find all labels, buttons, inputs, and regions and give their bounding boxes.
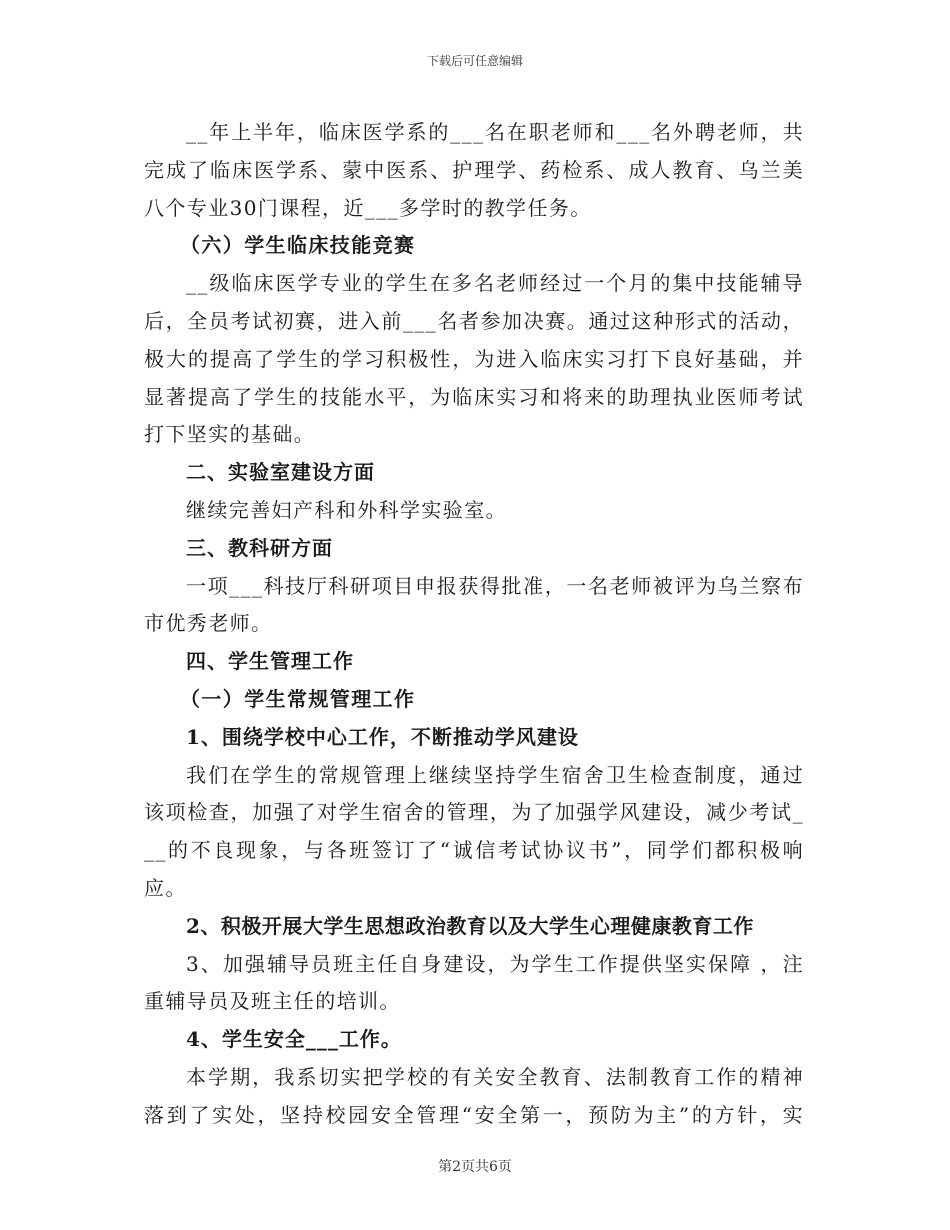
section-heading: （六）学生临床技能竞赛 [180,233,416,258]
paragraph-line: 落到了实处，坚持校园安全管理“安全第一，预防为主”的方针，实 [144,1102,804,1127]
paragraph-line: 我们在学生的常规管理上继续坚持学生宿舍卫生检查制度，通过 [186,762,804,787]
document-body [144,114,804,1135]
paragraph-line: 该项检查，加强了对学生宿舍的管理，为了加强学风建设，减少考试_ [144,800,804,825]
paragraph-line: 极大的提高了学生的学习积极性，为进入临床实习打下良好基础，并 [144,346,804,371]
paragraph-line: 后，全员考试初赛，进入前___名者参加决赛。通过这种形式的活动， [144,308,804,333]
paragraph-line: 显著提高了学生的技能水平，为临床实习和将来的助理执业医师考试 [144,384,804,409]
paragraph-line: 一项___科技厅科研项目申报获得批准，一名老师被评为乌兰察布 [186,573,804,598]
section-heading: 三、教科研方面 [186,535,333,560]
section-heading: 四、学生管理工作 [186,649,354,674]
section-heading: 4、学生安全___工作。 [186,1027,402,1052]
paragraph-line: __年上半年，临床医学系的___名在职老师和___名外聘老师，共 [186,120,804,144]
page-footer: 第2页共6页 [438,1159,512,1175]
paragraph-line: 本学期，我系切实把学校的有关安全教育、法制教育工作的精神 [186,1064,804,1089]
paragraph-line: 打下坚实的基础。 [144,422,316,447]
page-header: 下载后可任意编辑 [426,54,523,68]
paragraph-line: 重辅导员及班主任的培训。 [144,989,401,1014]
paragraph-line: 完成了临床医学系、蒙中医系、护理学、药检系、成人教育、乌兰美 [144,157,804,182]
paragraph-line: 继续完善妇产科和外科学实验室。 [186,497,507,522]
section-heading: 二、实验室建设方面 [186,460,375,485]
section-heading: 2、积极开展大学生思想政治教育以及大学生心理健康教育工作 [186,913,754,938]
paragraph-line: 市优秀老师。 [144,611,273,636]
paragraph-line: 八个专业30门课程，近___多学时的教学任务。 [144,195,592,220]
section-heading: （一）学生常规管理工作 [180,686,416,711]
paragraph-line: __级临床医学专业的学生在多名老师经过一个月的集中技能辅导 [186,271,804,296]
paragraph-line: 3、加强辅导员班主任自身建设，为学生工作提供坚实保障 ，注 [186,951,804,976]
paragraph-line: 应。 [144,875,187,900]
section-heading: 1、围绕学校中心工作，不断推动学风建设 [186,724,579,749]
paragraph-line: __的不良现象，与各班签订了“诚信考试协议书”，同学们都积极响 [144,838,804,863]
